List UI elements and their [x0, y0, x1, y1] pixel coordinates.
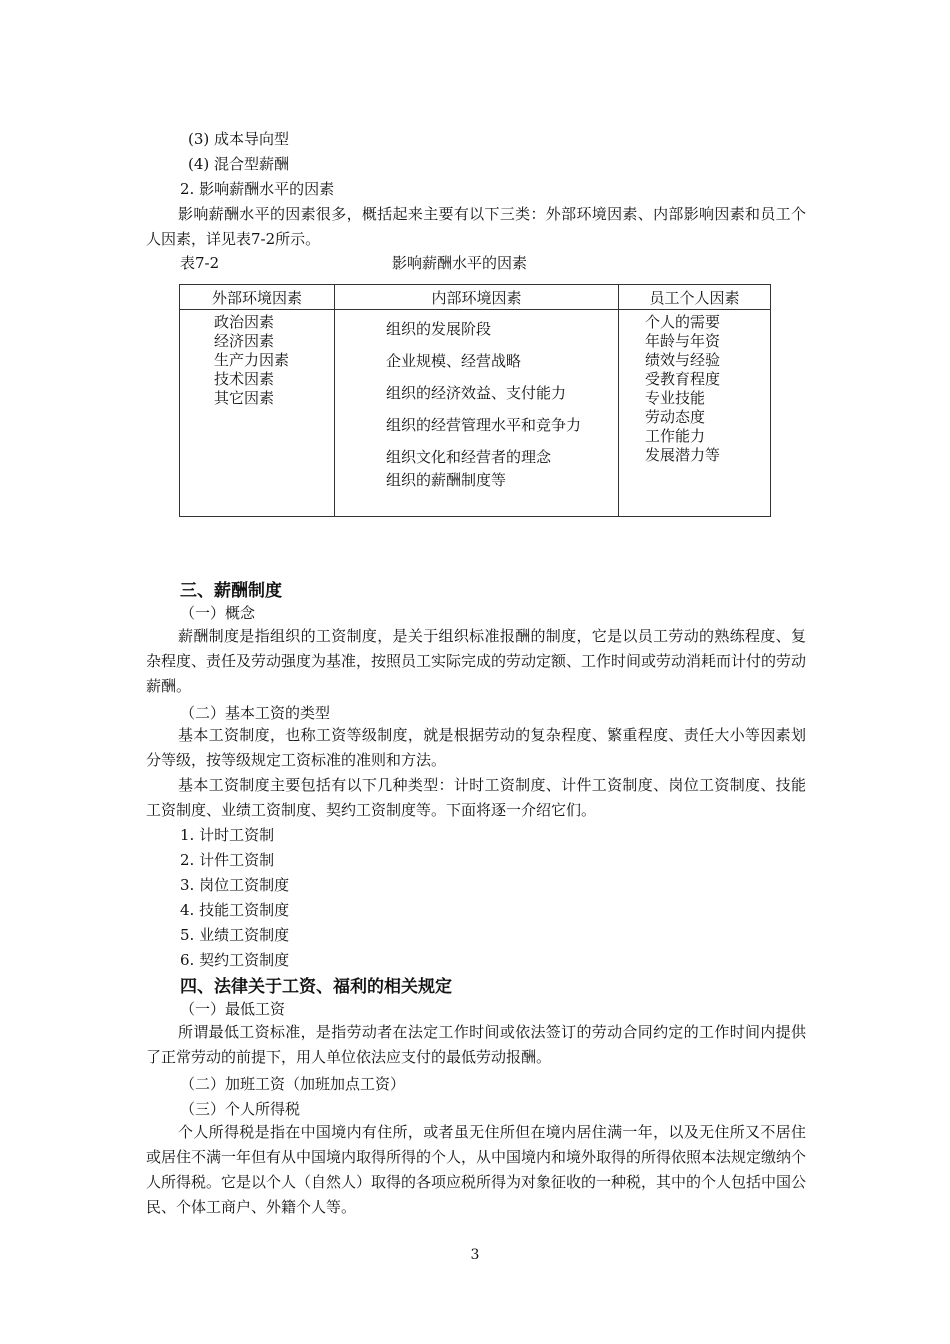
- page-number: 3: [470, 1247, 480, 1263]
- list-item: 3. 岗位工资制度: [180, 876, 290, 894]
- list-item: 组织的经营管理水平和竞争力: [386, 416, 582, 434]
- intro-paragraph: 影响薪酬水平的因素很多，概括起来主要有以下三类：外部环境因素、内部影响因素和员工个人因素，详见表7-2所示。: [146, 205, 806, 248]
- list-item: 生产力因素: [214, 351, 290, 369]
- internal-factors-cell: [335, 310, 619, 517]
- list-item: 专业技能: [645, 389, 706, 407]
- paragraph-basic-wage-types: 基本工资制度主要包括有以下几种类型：计时工资制度、计件工资制度、岗位工资制度、技能工资制度、业绩工资制度、契约工资制度等。下面将逐一介绍它们。: [146, 776, 806, 819]
- paragraph-basic-wage-definition: 基本工资制度，也称工资等级制度，就是根据劳动的复杂程度、繁重程度、责任大小等因素划分等级，按等级规定工资标准的准则和方法。: [146, 726, 806, 769]
- list-item: 1. 计时工资制: [180, 826, 275, 844]
- list-item: 技术因素: [214, 370, 275, 388]
- subheading-overtime-pay: （二）加班工资（加班加点工资）: [180, 1075, 406, 1093]
- list-item: 4. 技能工资制度: [180, 901, 290, 919]
- subheading-minimum-wage: （一）最低工资: [180, 1000, 286, 1018]
- list-item: 组织的经济效益、支付能力: [386, 384, 567, 402]
- table-header-personal: 员工个人因素: [619, 285, 771, 310]
- list-item-cost-oriented: (3) 成本导向型: [188, 130, 290, 148]
- list-item: 绩效与经验: [645, 351, 721, 369]
- table-title: 影响薪酬水平的因素: [392, 254, 528, 272]
- list-item: 组织的发展阶段: [386, 320, 492, 338]
- list-item: 其它因素: [214, 389, 275, 407]
- paragraph-minimum-wage: 所谓最低工资标准，是指劳动者在法定工作时间或依法签订的劳动合同约定的工作时间内提供了正常劳动的前提下，用人单位依法应支付的最低劳动报酬。: [146, 1023, 806, 1066]
- list-item: 2. 计件工资制: [180, 851, 275, 869]
- list-item: 工作能力: [645, 427, 706, 445]
- list-item-mixed-pay: (4) 混合型薪酬: [188, 155, 290, 173]
- subheading-concept: （一）概念: [180, 604, 256, 622]
- list-item: 发展潜力等: [645, 446, 721, 464]
- subheading-pay-level-factors: 2. 影响薪酬水平的因素: [180, 180, 335, 198]
- section-heading-pay-system: 三、薪酬制度: [180, 581, 282, 601]
- table-header-internal: 内部环境因素: [335, 285, 619, 310]
- list-item: 个人的需要: [645, 313, 721, 331]
- paragraph-pay-system-definition: 薪酬制度是指组织的工资制度，是关于组织标准报酬的制度，它是以员工劳动的熟练程度、复杂程度、责任及劳动强度为基准，按照员工实际完成的劳动定额、工作时间或劳动消耗而计付的劳动薪酬。: [146, 627, 807, 695]
- list-item: 组织文化和经营者的理念: [386, 448, 552, 466]
- factors-table: [179, 284, 771, 517]
- list-item: 企业规模、经营战略: [386, 352, 522, 370]
- list-item: 受教育程度: [645, 370, 721, 388]
- list-item: 政治因素: [214, 313, 275, 331]
- table-header-external: 外部环境因素: [180, 285, 335, 310]
- list-item: 5. 业绩工资制度: [180, 926, 290, 944]
- personal-factors-cell: [619, 310, 771, 517]
- list-item: 年龄与年资: [645, 332, 721, 350]
- table-number: 表7-2: [180, 254, 220, 272]
- list-item: 6. 契约工资制度: [180, 951, 290, 969]
- list-item: 经济因素: [214, 332, 275, 350]
- section-heading-legal-provisions: 四、法律关于工资、福利的相关规定: [180, 977, 452, 997]
- subheading-basic-wage-types: （二）基本工资的类型: [180, 704, 331, 722]
- subheading-income-tax: （三）个人所得税: [180, 1100, 301, 1118]
- list-item: 劳动态度: [645, 408, 706, 426]
- external-factors-cell: [180, 310, 335, 517]
- list-item: 组织的薪酬制度等: [386, 471, 507, 489]
- paragraph-income-tax: 个人所得税是指在中国境内有住所，或者虽无住所但在境内居住满一年，以及无住所又不居住或居住不满一年但有从中国境内取得所得的个人，从中国境内和境外取得的所得依照本法规定缴纳个人所得税。它是以个人（自然人）取得的各项应税所得为对象征收的一种税，其中的个人包括中国公民、个体工商户、外籍个人等。: [146, 1123, 807, 1216]
